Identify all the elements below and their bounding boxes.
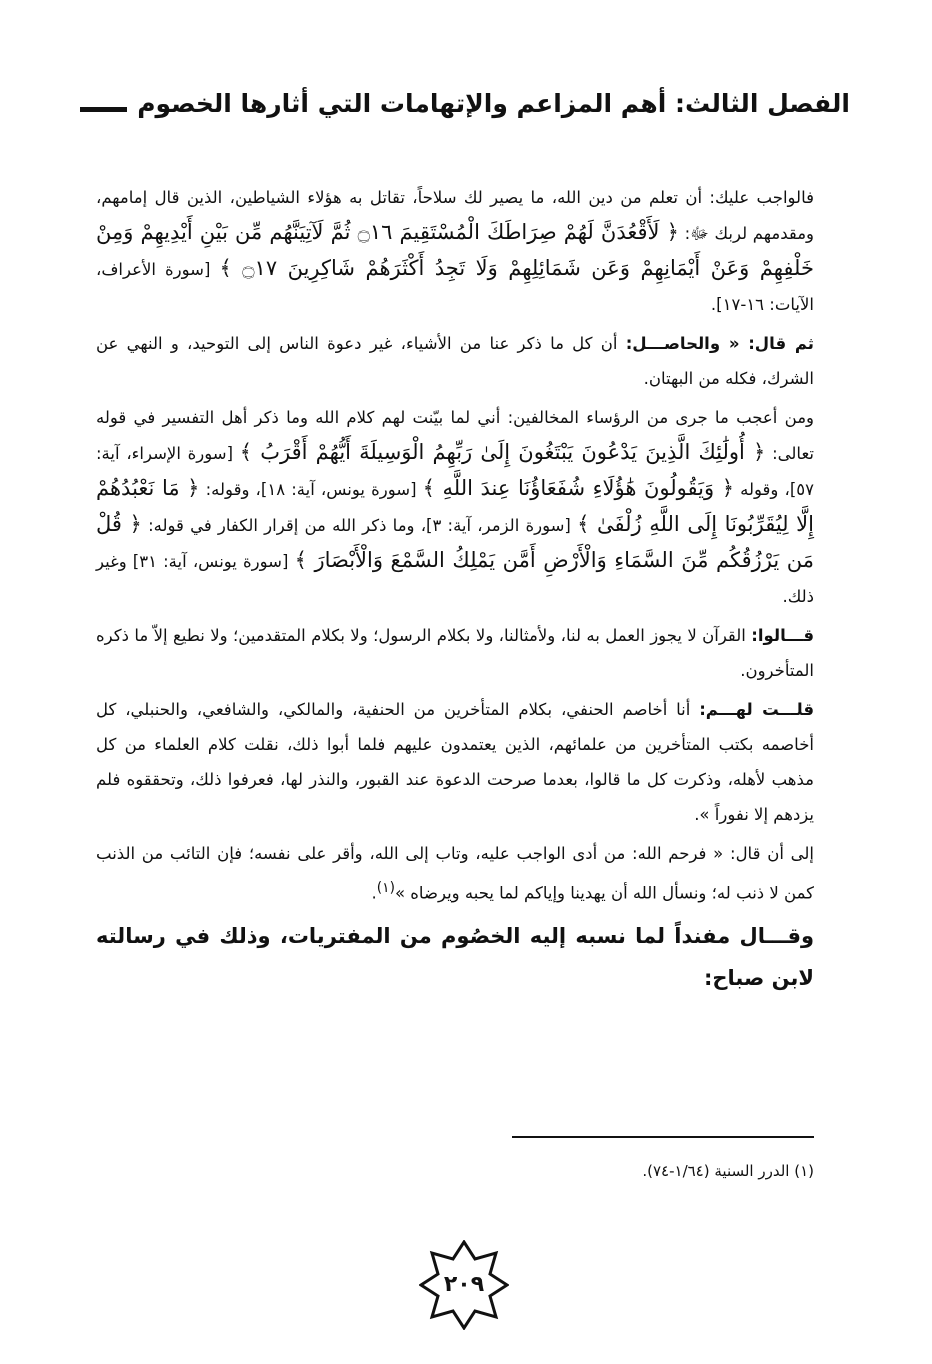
page-number: ٢٠٩ (443, 1272, 485, 1297)
verse-reference: [سورة يونس، آية: ٣١] وغير ذلك. (96, 552, 814, 606)
paragraph-2-lead: ثم قال: « والحاصـــل: (625, 334, 814, 353)
paragraph-2 (96, 326, 814, 396)
paragraph-4-text: القرآن لا يجوز العمل به لنا، ولأمثالنا، ولا بكلام الرسول؛ ولا بكلام المتقدمين؛ ولا نطيع إلاّ ما ذكره المتأخرون. (96, 626, 814, 680)
paragraph-1-text: فالواجب عليك: أن تعلم من دين الله، ما يصير لك سلاحاً، تقاتل به هؤلاء الشياطين، الذين قال إمامهم، ومقدمهم لربك ﷻ: (96, 188, 815, 243)
verse-reference: [سورة الأعراف، الآيات: ١٦-١٧]. (96, 260, 814, 314)
paragraph-5-text: أنا أخاصم الحنفي، بكلام المتأخرين من الحنفية، والمالكي، والشافعي، والحنبلي، كل أخاصمه بكتب المتأخرين من علمائهم، الذين يعتمدون عليهم فلما أبوا ذلك، نقلت كلام العلماء من كل مذهب لأهله، وذكرت كل ما قالوا، بعدما صرحت الدعوة عند القبور، والنذر لها، فعرفوا ذلك، وتحققوه فلم يزدهم إلا نفوراً ». (96, 700, 814, 824)
paragraph-4 (96, 618, 814, 688)
footnote: (١) الدرر السنية (١/٦٤-٧٤). (642, 1162, 814, 1180)
closing-paragraph: وقـــال مفنداً لما نسبه إليه الخصُوم من المفتريات، وذلك في رسالته لابن صباح: (96, 923, 814, 990)
paragraph-6: إلى أن قال: « فرحم الله: من أدى الواجب عليه، وتاب إلى الله، وأقر على نفسه؛ فإن التائب من الذنب كمن لا ذنب له؛ ونسأل الله أن يهدينا وإياكم لما يحبه ويرضاه »$^{(١)}$. (96, 844, 814, 903)
footnote-separator (512, 1136, 814, 1138)
verse-reference: [سورة يونس، آية: ١٨]، وقوله: (205, 480, 417, 499)
paragraph-2-text: أن كل ما ذكر عنا من الأشياء، غير دعوة الناس إلى التوحيد، و النهي عن الشرك، فكله من البهتان. (96, 334, 814, 388)
paragraph-4-lead: قـــالوا: (751, 626, 814, 645)
running-header (80, 72, 850, 116)
paragraph-5 (96, 692, 814, 832)
quran-verse-isra: ﴿ أُولَٰئِكَ الَّذِينَ يَدْعُونَ يَبْتَغُونَ إِلَىٰ رَبِّهِمُ الْوَسِيلَةَ أَيُّهُمْ أَقْرَبُ ﴾ (239, 440, 766, 464)
paragraph-1 (96, 180, 814, 322)
body-text (96, 180, 814, 1003)
quran-verse-yunus-18: ﴿ وَيَقُولُونَ هَٰؤُلَاءِ شُفَعَاؤُنَا عِندَ اللَّهِ ﴾ (422, 476, 734, 500)
verse-reference: [سورة الإسراء، آية: ٥٧]، وقوله (96, 444, 815, 499)
verse-reference: [سورة الزمر، آية: ٣]، وما ذكر الله من إقرار الكفار في قوله: (148, 516, 571, 535)
header-rule (80, 107, 127, 112)
quran-verse-yunus-31: ﴿ قُلْ مَن يَرْزُقُكُم مِّنَ السَّمَاءِ وَالْأَرْضِ أَمَّن يَمْلِكُ السَّمْعَ وَالْأَبْصَارَ ﴾ (96, 512, 814, 572)
paragraph-3-text: ومن أعجب ما جرى من الرؤساء المخالفين: أني لما بيّنت لهم كلام الله وما ذكر أهل التفسير في قوله تعالى: (96, 408, 815, 463)
quran-verse-araf: ﴿ لَأَقْعُدَنَّ لَهُمْ صِرَاطَكَ الْمُسْتَقِيمَ ۝١٦ ثُمَّ لَآتِيَنَّهُم مِّن بَيْنِ أَيْدِيهِمْ وَمِنْ خَلْفِهِمْ وَعَنْ أَيْمَانِهِمْ وَعَن شَمَائِلِهِمْ وَلَا تَجِدُ أَكْثَرَهُمْ شَاكِرِينَ ۝١٧ ﴾ (96, 220, 814, 280)
paragraph-5-lead: قلـــت لهـــم: (699, 700, 815, 719)
chapter-title: الفصل الثالث: أهم المزاعم والإتهامات التي أثارها الخصوم (137, 89, 850, 118)
footnote-marker: (١) (376, 880, 395, 896)
paragraph-6-text: إلى أن قال: « فرحم الله: من أدى الواجب عليه، وتاب إلى الله، وأقر على نفسه؛ فإن التائب من الذنب كمن لا ذنب له؛ ونسأل الله أن يهدينا وإياكم لما يحبه ويرضاه » (96, 844, 814, 903)
quran-verse-zumar: ﴿ مَا نَعْبُدُهُمْ إِلَّا لِيُقَرِّبُونَا إِلَى اللَّهِ زُلْفَىٰ ﴾ (96, 476, 814, 536)
paragraph-3 (96, 400, 814, 614)
